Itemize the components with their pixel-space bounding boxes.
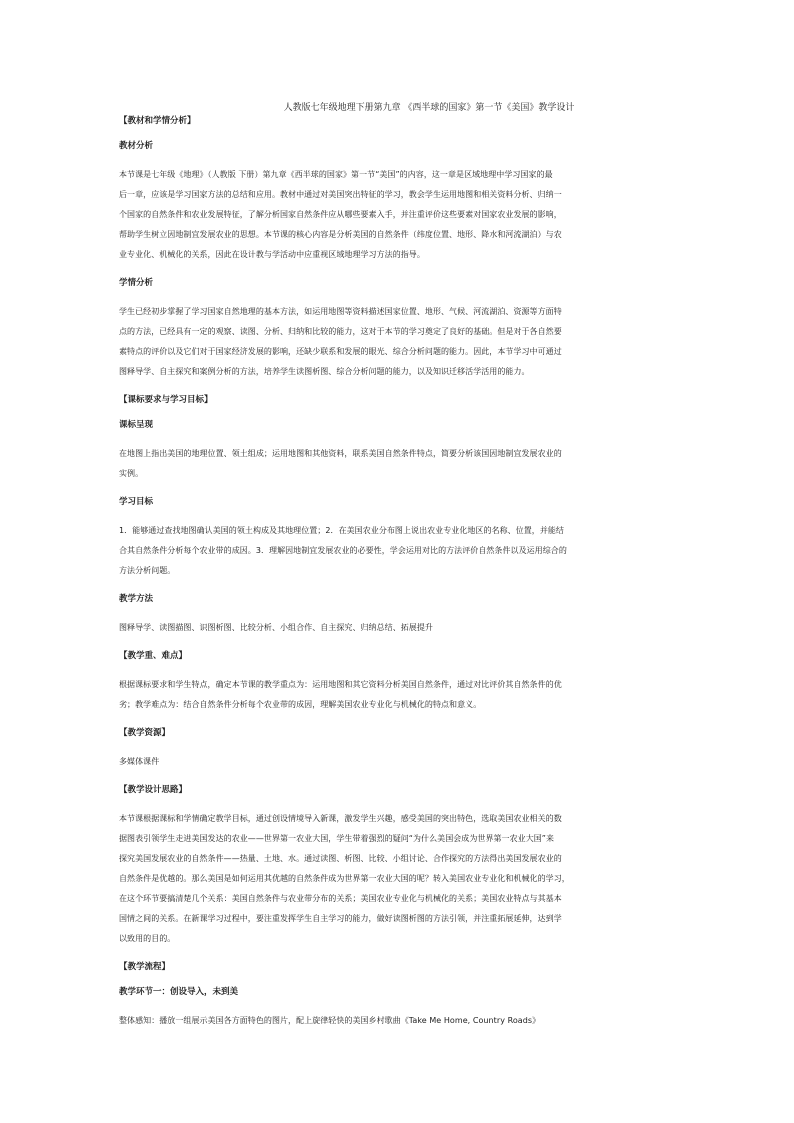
paragraph-keypoints	[119, 675, 679, 715]
text-line: 业专业化、机械化的关系，因此在设计教与学活动中应重视区域地理学习方法的指导。	[119, 250, 425, 259]
section-heading-analysis: 【教材和学情分析】	[119, 116, 196, 126]
paragraph-learner	[119, 302, 679, 382]
text-line: 以致用的目的。	[119, 934, 176, 943]
section-heading-standards: 【课标要求与学习目标】	[119, 395, 213, 405]
text-line: 根据课标要求和学生特点，确定本节课的教学重点为：运用地图和其它资料分析美国自然条件，通过对比评价其自然条件的优	[119, 680, 562, 689]
section-heading-process: 【教学流程】	[119, 962, 171, 972]
text-line: 点的方法，已经具有一定的观察、读图、分析、归纳和比较的能力，这对于本节的学习奠定了良好的基础。但是对于各自然要	[119, 327, 562, 336]
text-line: 1．能够通过查找地图确认美国的领土构成及其地理位置；2．在美国农业分布图上说出农业专业化地区的名称、位置，并能结	[119, 526, 564, 535]
text-line: 学生已经初步掌握了学习国家自然地理的基本方法，如运用地图等资料描述国家位置、地形、气候、河流湖泊、资源等方面特	[119, 307, 562, 316]
subheading-standards: 课标呈现	[119, 420, 154, 430]
paragraph-design	[119, 809, 679, 949]
text-line: 据图表引领学生走进美国发达的农业——世界第一农业大国，学生带着强烈的疑问“为什么美国会成为世界第一农业大国”来	[119, 834, 555, 843]
paragraph-textbook	[119, 165, 679, 265]
section-heading-keypoints: 【教学重、难点】	[119, 651, 188, 661]
text-line: 整体感知：播放一组展示美国各方面特色的图片，配上旋律轻快的美国乡村歌曲《Take Me Home, Country Roads》	[119, 1016, 541, 1025]
text-line: 国情之间的关系。在新课学习过程中，要注重发挥学生自主学习的能力，做好读图析图的方法引领，并注重拓展延伸，达到学	[119, 914, 562, 923]
subheading-methods: 教学方法	[119, 594, 154, 604]
subheading-learner: 学情分析	[119, 278, 154, 288]
text-line: 多媒体课件	[119, 757, 160, 766]
text-line: 素特点的评价以及它们对于国家经济发展的影响，还缺少联系和发展的眼光、综合分析问题的能力。因此，本节学习中可通过	[119, 347, 562, 356]
document-title: 人教版七年级地理下册第九章 《西半球的国家》第一节《美国》教学设计	[283, 103, 575, 113]
paragraph-methods	[119, 618, 679, 638]
subheading-textbook: 教材分析	[119, 141, 154, 151]
text-line: 本节课根据课标和学情确定教学目标，通过创设情境导入新课，激发学生兴趣，感受美国的突出特色，选取美国农业相关的数	[119, 814, 562, 823]
paragraph-goals	[119, 521, 679, 581]
text-line: 劣；教学难点为：结合自然条件分析每个农业带的成因，理解美国农业专业化与机械化的特点和意义。	[119, 700, 482, 709]
text-line: 实例。	[119, 469, 144, 478]
text-line: 在这个环节要搞清楚几个关系：美国自然条件与农业带分布的关系；美国农业专业化与机械化的关系；美国农业特点与其基本	[119, 894, 562, 903]
paragraph-resources	[119, 752, 679, 772]
section-heading-resources: 【教学资源】	[119, 728, 171, 738]
text-line: 个国家的自然条件和农业发展特征，了解分析国家自然条件应从哪些要素入手，并注重评价这些要素对国家农业发展的影响，	[119, 210, 562, 219]
text-line: 图释导学、自主探究和案例分析的方法，培养学生读图析图、综合分析问题的能力，以及知识迁移活学活用的能力。	[119, 367, 530, 376]
paragraph-step1	[119, 1011, 679, 1031]
subheading-step1: 教学环节一：创设导入，未到美	[119, 987, 239, 997]
text-line: 探究美国发展农业的自然条件——热量、土地、水。通过读图、析图、比较、小组讨论、合作探究的方法得出美国发展农业的	[119, 854, 562, 863]
text-line: 在地图上指出美国的地理位置、领土组成；运用地图和其他资料，联系美国自然条件特点，简要分析该国因地制宜发展农业的	[119, 449, 562, 458]
text-line: 本节课是七年级《地理》（人教版 下册）第九章《西半球的国家》第一节“美国”的内容，这一章是区域地理中学习国家的最	[119, 170, 553, 179]
text-line: 合其自然条件分析每个农业带的成因。3．理解因地制宜发展农业的必要性，学会运用对比的方法评价自然条件以及运用综合的	[119, 546, 567, 555]
text-line: 方法分析问题。	[119, 566, 176, 575]
text-line: 图释导学、读图描图、识图析图、比较分析、小组合作、自主探究、归纳总结、拓展提升	[119, 623, 433, 632]
paragraph-standards	[119, 444, 679, 484]
text-line: 帮助学生树立因地制宜发展农业的思想。本节课的核心内容是分析美国的自然条件（纬度位置、地形、降水和河流湖泊）与农	[119, 230, 562, 239]
subheading-goals: 学习目标	[119, 497, 154, 507]
text-line: 自然条件是优越的。那么美国是如何运用其优越的自然条件成为世界第一农业大国的呢？转入美国农业专业化和机械化的学习，	[119, 874, 570, 883]
section-heading-design: 【教学设计思路】	[119, 785, 188, 795]
text-line: 后一章，应该是学习国家方法的总结和应用。教材中通过对美国突出特征的学习，教会学生运用地图和相关资料分析、归纳一	[119, 190, 562, 199]
document-page	[119, 102, 679, 1031]
